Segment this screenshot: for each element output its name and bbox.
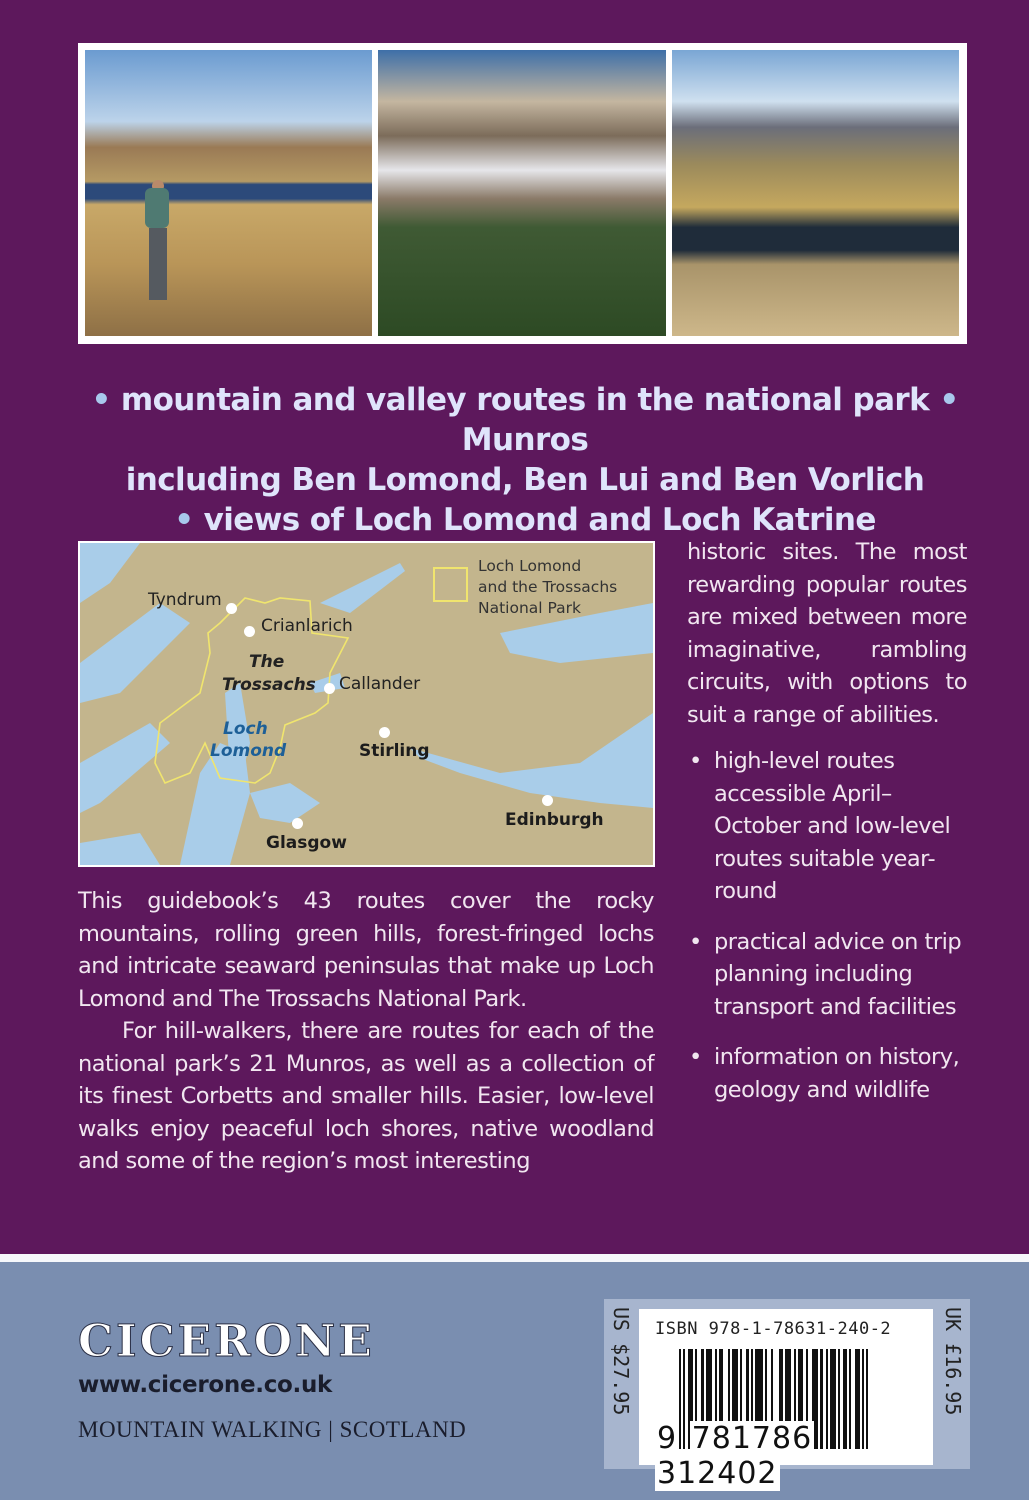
park-legend-swatch: [433, 567, 468, 602]
label-the-trossachs-2: Trossachs: [222, 675, 316, 695]
feature-item: • high-level routes accessible April–October and low-level routes suitable year-round: [689, 748, 951, 904]
map-legend: Loch Lomond and the Trossachs National Park: [478, 557, 618, 617]
label-loch-lomond-1: Loch: [223, 719, 268, 739]
book-category: MOUNTAIN WALKING | SCOTLAND: [78, 1417, 467, 1442]
description-column-left: [78, 885, 654, 1178]
price-us: US $27.95: [609, 1307, 633, 1416]
photo-hiker: [85, 50, 372, 336]
label-tyndrum: Tyndrum: [148, 590, 222, 610]
photo-strip: [78, 43, 967, 344]
barcode-panel: [604, 1299, 970, 1491]
description-para-1: This guidebook’s 43 routes cover the rocky mountains, rolling green hills, forest-fringed lochs and intricate seaward peninsulas that make up Loch Lomond and The Trossachs National Park.: [78, 888, 654, 1012]
price-uk: UK £16.95: [941, 1307, 965, 1416]
description-continued: historic sites. The most rewarding popular routes are mixed between more imaginative, rambling circuits, with options to suit a range of abilities.: [687, 539, 967, 728]
divider-strip: [0, 1254, 1029, 1262]
label-stirling: Stirling: [359, 741, 430, 761]
callander-marker: [324, 683, 335, 694]
label-the-trossachs-1: The: [249, 652, 285, 672]
crianlarich-marker: [244, 626, 255, 637]
label-edinburgh: Edinburgh: [505, 810, 604, 830]
photo-lochan: [672, 50, 959, 336]
tagline: • mountain and valley routes in the national park • Munros including Ben Lomond, Ben Lui and Ben Vorlich • views of Loch Lomond and Loch Katrine: [91, 382, 959, 538]
label-crianlarich: Crianlarich: [261, 616, 353, 636]
edinburgh-marker: [542, 795, 553, 806]
tyndrum-marker: [226, 603, 237, 614]
publisher-url[interactable]: www.cicerone.co.uk: [78, 1372, 333, 1398]
feature-list: [687, 745, 967, 1106]
barcode-digits: 9 781786 312402: [657, 1421, 813, 1491]
label-loch-lomond-2: Lomond: [210, 741, 287, 761]
isbn-label: ISBN 978-1-78631-240-2: [655, 1319, 892, 1339]
description-para-2: For hill-walkers, there are routes for each of the national park’s 21 Munros, as well as a collection of its finest Corbetts and smaller hills. Easier, low-level walks enjoy peaceful loch shores, native woodland and some of the region’s most interesting: [78, 1018, 654, 1174]
photo-mountain: [378, 50, 666, 336]
glasgow-marker: [292, 818, 303, 829]
feature-item: • information on history, geology and wildlife: [689, 1044, 960, 1103]
overview-map: [78, 541, 655, 867]
barcode: [639, 1309, 933, 1491]
description-column-right: [687, 536, 967, 1124]
label-callander: Callander: [339, 674, 421, 694]
label-glasgow: Glasgow: [266, 833, 347, 853]
publisher-logo: CICERONE: [78, 1316, 375, 1367]
hiker-figure: [145, 180, 171, 310]
feature-item: • practical advice on trip planning including transport and facilities: [689, 928, 962, 1020]
stirling-marker: [379, 727, 390, 738]
